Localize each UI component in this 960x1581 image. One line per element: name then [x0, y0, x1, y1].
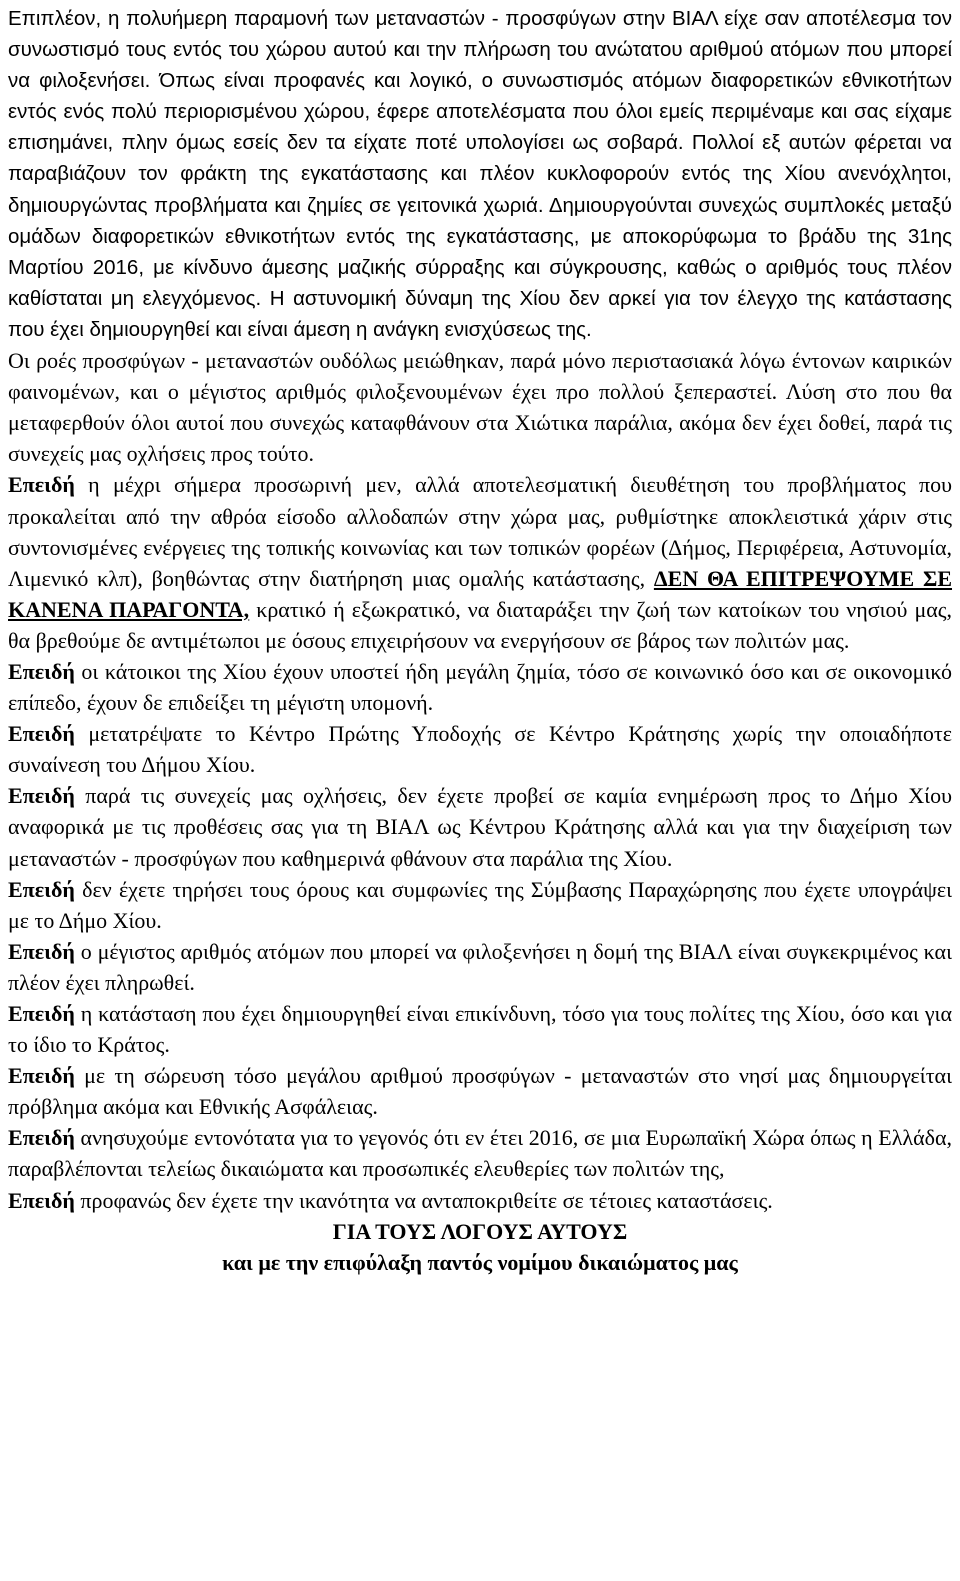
whereas-text: οι κάτοικοι της Χίου έχουν υποστεί ήδη μεγάλη ζημία, τόσο σε κοινωνικό όσο και σε οικονομικό επίπεδο, έχουν δε επιδείξει τη μέγιστη υπομονή.: [8, 658, 952, 716]
intro-sans-text: Επιπλέον, η πολυήμερη παραμονή των μεταναστών - προσφύγων στην ΒΙΑΛ είχε σαν αποτέλεσμα τον συνωστισμό τους εντός του χώρου αυτού και την πλήρωση του ανώτατου αριθμού ατόμων που μπορεί να φιλοξενήσει. Όπως είναι προφανές και λογικό, ο συνωστισμός ατόμων διαφορετικών εθνικοτήτων εντός ενός πολύ περιορισμένου χώρου, έφερε αποτελέσματα που όλοι εμείς περιμέναμε και σας είχαμε επισημάνει, πλην όμως εσείς δεν τα είχατε ποτέ υπολογίσει ως σοβαρά. Πολλοί εξ αυτών φέρεται να παραβιάζουν τον φράκτη της εγκατάστασης και πλέον κυκλοφορούν εντός της Χίου ανενόχλητοι, δημιουργώντας προβλήματα και ζημίες σε γειτονικά χωριά.: [8, 7, 952, 217]
whereas-keyword: Επειδή: [8, 1001, 75, 1026]
intro-serif-text: Δημιουργούνται συνεχώς συμπλοκές μεταξύ ομάδων διαφορετικών εθνικοτήτων εντός της εγκατάστασης, με αποκορύφωμα το βράδυ της 31ης Μαρτίου 2016, με κίνδυνο άμεσης μαζικής σύρραξης και σύγκρουσης, καθώς ο αριθμός τους πλέον καθίσταται μη ελεγχόμενος. Η αστυνομική δύναμη της Χίου δεν αρκεί για τον έλεγχο της κατάστασης που έχει δημιουργηθεί και είναι άμεση η ανάγκη ενισχύσεως της.: [8, 193, 952, 341]
whereas-text: ανησυχούμε εντονότατα για το γεγονός ότι εν έτει 2016, σε μια Ευρωπαϊκή Χώρα όπως η Ελλάδα, παραβλέπονται τελείως δικαιώματα και προσωπικές ελευθερίες των πολιτών της,: [8, 1125, 952, 1182]
whereas-keyword: Επειδή: [8, 876, 75, 902]
whereas-item-6: [8, 936, 952, 998]
whereas-item-3: [8, 718, 952, 780]
whereas-text: με τη σώρευση τόσο μεγάλου αριθμού προσφύγων - μεταναστών στο νησί μας δημιουργείται πρόβλημα ακόμα και Εθνικής Ασφάλειας.: [8, 1063, 952, 1120]
whereas-text: προφανώς δεν έχετε την ικανότητα να ανταποκριθείτε σε τέτοιες καταστάσεις.: [74, 1187, 773, 1213]
whereas-item-1: [8, 469, 952, 656]
whereas-item-2: [8, 656, 952, 718]
whereas-item-10: [8, 1185, 952, 1216]
whereas-keyword: Επειδή: [8, 1125, 75, 1151]
whereas-keyword: Επειδή: [8, 783, 75, 809]
whereas-text: μετατρέψατε το Κέντρο Πρώτης Υποδοχής σε Κέντρο Κράτησης χωρίς την οποιαδήποτε συναίνεση του Δήμου Χίου.: [8, 721, 952, 778]
whereas-item-9: [8, 1122, 952, 1184]
whereas-text-rest: κρατικό ή εξωκρατικό, να διαταράξει την ζωή των κατοίκων του νησιού μας, θα βρεθούμε δε αντιμέτωποι με όσους επιχειρήσουν να ενεργήσουν σε βάρος των πολιτών μας.: [8, 596, 953, 653]
whereas-item-5: [8, 874, 952, 936]
whereas-keyword: Επειδή: [8, 938, 75, 964]
whereas-item-7: [8, 998, 952, 1060]
whereas-text: παρά τις συνεχείς μας οχλήσεις, δεν έχετε προβεί σε καμία ενημέρωση προς το Δήμο Χίου αναφορικά με τις προθέσεις σας για τη ΒΙΑΛ ως Κέντρου Κράτησης αλλά και για την διαχείριση των μεταναστών - προσφύγων που καθημερινά φθάνουν στα παράλια της Χίου.: [8, 783, 952, 871]
whereas-keyword: Επειδή: [8, 721, 75, 747]
whereas-keyword: Επειδή: [8, 1187, 75, 1213]
whereas-keyword: Επειδή: [8, 658, 75, 684]
whereas-item-4: [8, 780, 952, 873]
whereas-text: η μέχρι σήμερα προσωρινή μεν, αλλά αποτελεσματική διευθέτηση του προβλήματος που προκαλείται από την αθρόα είσοδο αλλοδαπών στην χώρα μας, ρυθμίστηκε αποκλειστικά χάριν στις συντονισμένες ενέργειες της τοπικής κοινωνίας και των τοπικών φορέων (Δήμος, Περιφέρεια, Αστυνομία, Λιμενικό κλπ), βοηθώντας στην διατήρηση μιας ομαλής κατάστασης,: [8, 472, 952, 591]
section-subheading: και με την επιφύλαξη παντός νομίμου δικαιώματος μας: [222, 1249, 738, 1275]
whereas-emphasis: ΔΕΝ ΘΑ ΕΠΙΤΡΕΨΟΥΜΕ ΣΕ ΚΑΝΕΝΑ ΠΑΡΑΓΟΝΤΑ,: [8, 565, 953, 622]
whereas-text: δεν έχετε τηρήσει τους όρους και συμφωνίες της Σύμβασης Παραχώρησης που έχετε υπογράψει με το Δήμο Χίου.: [8, 876, 952, 933]
section-heading: ΓΙΑ ΤΟΥΣ ΛΟΓΟΥΣ ΑΥΤΟΥΣ: [332, 1218, 628, 1244]
whereas-item-8: [8, 1060, 952, 1122]
paragraph-flows: Οι ροές προσφύγων - μεταναστών ουδόλως μειώθηκαν, παρά μόνο περιστασιακά λόγω έντονων καιρικών φαινομένων, και ο μέγιστος αριθμός φιλοξενουμένων έχει προ πολλού ξεπεραστεί. Λύση στο που θα μεταφερθούν όλοι αυτοί που συνεχώς καταφθάνουν στα Χιώτικα παράλια, ακόμα δεν έχει δοθεί, παρά τις συνεχείς μας οχλήσεις προς τούτο.: [8, 348, 952, 467]
whereas-text: ο μέγιστος αριθμός ατόμων που μπορεί να φιλοξενήσει η δομή της ΒΙΑΛ είναι συγκεκριμένος και πλέον έχει πληρωθεί.: [8, 938, 952, 995]
whereas-keyword: Επειδή: [8, 472, 75, 498]
paragraph-intro: [8, 3, 952, 345]
whereas-keyword: Επειδή: [8, 1063, 75, 1089]
whereas-text: η κατάσταση που έχει δημιουργηθεί είναι επικίνδυνη, τόσο για τους πολίτες της Χίου, όσο και για το ίδιο το Κράτος.: [8, 1001, 952, 1058]
